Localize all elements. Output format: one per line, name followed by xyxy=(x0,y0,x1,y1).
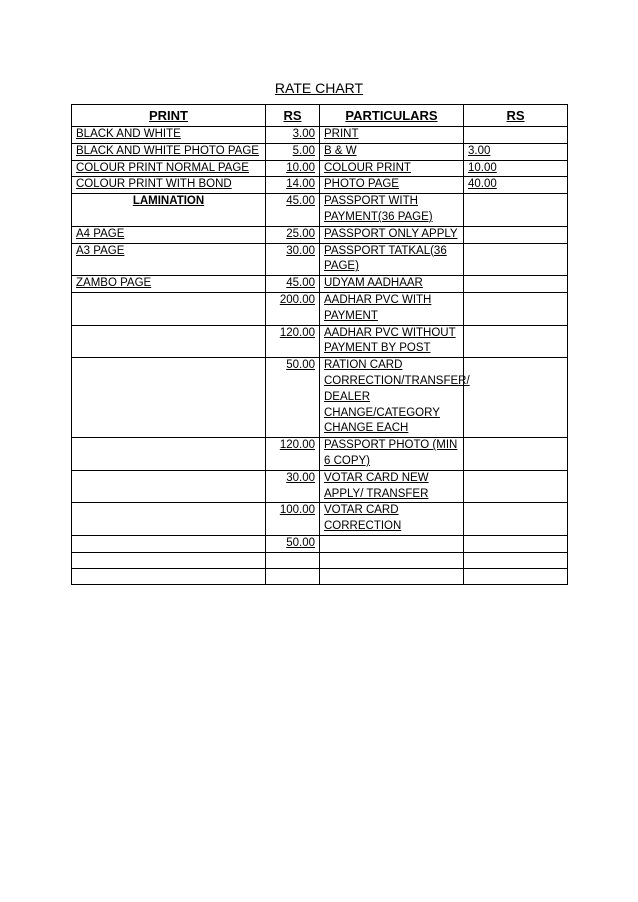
table-row xyxy=(72,143,568,160)
print-item-cell xyxy=(72,226,266,243)
particular-rate-cell-text: 10.00 xyxy=(468,161,497,174)
particular-item-cell-text: COLOUR PRINT xyxy=(324,161,411,174)
particular-rate-cell-text: 3.00 xyxy=(468,144,491,157)
table-row xyxy=(72,568,568,584)
particular-item-cell-text: B & W xyxy=(324,144,357,157)
particular-item-cell xyxy=(320,358,470,438)
particular-item-cell-text: UDYAM AADHAAR xyxy=(324,277,423,290)
table-row xyxy=(72,292,568,325)
print-item-cell xyxy=(72,568,266,584)
particular-item-cell xyxy=(320,243,464,276)
table-row xyxy=(72,226,568,243)
print-item-cell-text: ZAMBO PAGE xyxy=(76,277,152,290)
print-rate-cell-text: 120.00 xyxy=(279,326,315,339)
print-rate-cell xyxy=(266,535,320,552)
particular-item-cell xyxy=(320,325,464,358)
print-rate-cell-text: 50.00 xyxy=(286,536,315,549)
print-rate-cell-text: 45.00 xyxy=(286,277,315,290)
print-rate-cell-text: 100.00 xyxy=(279,504,315,517)
print-rate-cell xyxy=(266,226,320,243)
particular-item-cell-text: VOTAR CARD CORRECTION xyxy=(324,504,402,533)
particular-item-cell-text: PASSPORT WITH PAYMENT(36 PAGE) xyxy=(324,195,433,223)
particular-rate-cell xyxy=(464,292,568,325)
particular-rate-cell xyxy=(464,325,568,358)
table-row xyxy=(72,127,568,144)
particular-item-cell xyxy=(320,276,464,293)
particular-rate-cell xyxy=(464,568,568,584)
table-row xyxy=(72,194,568,227)
print-rate-cell xyxy=(266,552,320,568)
particular-rate-cell xyxy=(464,535,568,552)
print-item-cell xyxy=(72,325,266,358)
particular-rate-cell xyxy=(464,438,568,471)
particular-item-cell xyxy=(320,568,464,584)
table-row xyxy=(72,503,568,536)
print-item-cell xyxy=(72,535,266,552)
print-item-cell-text: COLOUR PRINT NORMAL PAGE xyxy=(76,161,249,174)
header-rs-2: RS xyxy=(464,105,568,127)
print-item-cell-text: COLOUR PRINT WITH BOND xyxy=(76,178,232,191)
header-particulars: PARTICULARS xyxy=(320,105,464,127)
particular-item-cell xyxy=(320,552,464,568)
page-title: RATE CHART xyxy=(274,80,364,96)
print-item-cell xyxy=(72,470,266,503)
print-item-cell xyxy=(72,127,266,144)
particular-item-cell-text: AADHAR PVC WITH PAYMENT xyxy=(324,293,432,322)
table-row xyxy=(72,160,568,177)
particular-item-cell-text: PHOTO PAGE xyxy=(324,178,399,191)
print-rate-cell xyxy=(266,358,320,438)
particular-rate-cell xyxy=(464,177,568,194)
print-item-cell-text: LAMINATION xyxy=(132,195,205,208)
print-item-cell xyxy=(72,292,266,325)
particular-item-cell xyxy=(320,160,464,177)
print-rate-cell xyxy=(266,325,320,358)
print-rate-cell-text: 10.00 xyxy=(286,161,315,174)
print-item-cell xyxy=(72,177,266,194)
header-print: PRINT xyxy=(72,105,266,127)
print-item-cell xyxy=(72,358,266,438)
print-item-cell xyxy=(72,276,266,293)
print-item-cell-text: BLACK AND WHITE PHOTO PAGE xyxy=(76,144,259,157)
particular-rate-cell-text: 40.00 xyxy=(468,178,497,191)
print-rate-cell xyxy=(266,568,320,584)
particular-item-cell-text: RATION CARD CORRECTION/TRANSFER/ DEALER CHANGE/CATEGORY CHANGE EACH xyxy=(324,359,470,435)
print-rate-cell xyxy=(266,194,320,227)
print-item-cell xyxy=(72,503,266,536)
print-rate-cell-text: 3.00 xyxy=(292,128,315,140)
table-row xyxy=(72,243,568,276)
print-rate-cell-text: 5.00 xyxy=(292,144,315,157)
print-rate-cell xyxy=(266,177,320,194)
print-rate-cell xyxy=(266,438,320,471)
header-rs: RS xyxy=(266,105,320,127)
table-row xyxy=(72,177,568,194)
particular-rate-cell xyxy=(464,160,568,177)
print-rate-cell-text: 50.00 xyxy=(286,359,315,372)
print-rate-cell xyxy=(266,470,320,503)
print-rate-cell xyxy=(266,503,320,536)
particular-item-cell xyxy=(320,292,464,325)
print-rate-cell-text: 25.00 xyxy=(286,227,315,240)
print-rate-cell-text: 120.00 xyxy=(279,439,315,452)
particular-rate-cell xyxy=(464,470,568,503)
particular-item-cell-text: AADHAR PVC WITHOUT PAYMENT BY POST xyxy=(324,326,456,355)
print-rate-cell xyxy=(266,276,320,293)
print-item-cell-text: BLACK AND WHITE xyxy=(76,128,181,140)
particular-item-cell xyxy=(320,194,464,227)
particular-item-cell-text: PASSPORT PHOTO (MIN 6 COPY) xyxy=(324,439,458,467)
particular-rate-cell xyxy=(464,194,568,227)
rate-chart-table xyxy=(71,104,568,585)
print-rate-cell xyxy=(266,127,320,144)
particular-rate-cell xyxy=(464,552,568,568)
print-item-cell xyxy=(72,438,266,471)
print-rate-cell-text: 30.00 xyxy=(286,471,315,484)
particular-item-cell xyxy=(320,438,464,471)
particular-item-cell xyxy=(320,127,464,144)
table-row xyxy=(72,552,568,568)
table-row xyxy=(72,470,568,503)
print-rate-cell-text: 30.00 xyxy=(286,244,315,257)
particular-item-cell xyxy=(320,470,464,503)
print-item-cell xyxy=(72,552,266,568)
particular-item-cell xyxy=(320,226,464,243)
print-rate-cell-text: 200.00 xyxy=(279,293,315,306)
particular-rate-cell xyxy=(464,226,568,243)
print-rate-cell xyxy=(266,160,320,177)
particular-item-cell-text: PASSPORT ONLY APPLY xyxy=(324,227,458,240)
print-item-cell xyxy=(72,194,266,227)
print-rate-cell xyxy=(266,292,320,325)
particular-rate-cell xyxy=(464,243,568,276)
table-row xyxy=(72,325,568,358)
print-item-cell-text: A3 PAGE xyxy=(76,244,125,257)
table-header-row xyxy=(72,105,568,127)
table-row xyxy=(72,535,568,552)
particular-item-cell xyxy=(320,503,464,536)
particular-rate-cell xyxy=(464,127,568,144)
print-item-cell xyxy=(72,143,266,160)
particular-rate-cell xyxy=(464,276,568,293)
particular-item-cell xyxy=(320,535,464,552)
particular-rate-cell xyxy=(464,358,568,438)
particular-item-cell-text: PRINT xyxy=(324,128,359,140)
print-rate-cell xyxy=(266,243,320,276)
particular-item-cell-text: VOTAR CARD NEW APPLY/ TRANSFER xyxy=(324,471,429,500)
print-item-cell-text: A4 PAGE xyxy=(76,227,125,240)
particular-rate-cell xyxy=(464,503,568,536)
table-row xyxy=(72,358,568,438)
print-rate-cell-text: 45.00 xyxy=(286,195,315,208)
particular-item-cell-text: PASSPORT TATKAL(36 PAGE) xyxy=(324,244,447,273)
print-rate-cell xyxy=(266,143,320,160)
print-item-cell xyxy=(72,243,266,276)
particular-item-cell xyxy=(320,143,464,160)
print-rate-cell-text: 14.00 xyxy=(286,178,315,191)
particular-rate-cell xyxy=(464,143,568,160)
particular-item-cell xyxy=(320,177,464,194)
table-row xyxy=(72,276,568,293)
print-item-cell xyxy=(72,160,266,177)
table-row xyxy=(72,438,568,471)
